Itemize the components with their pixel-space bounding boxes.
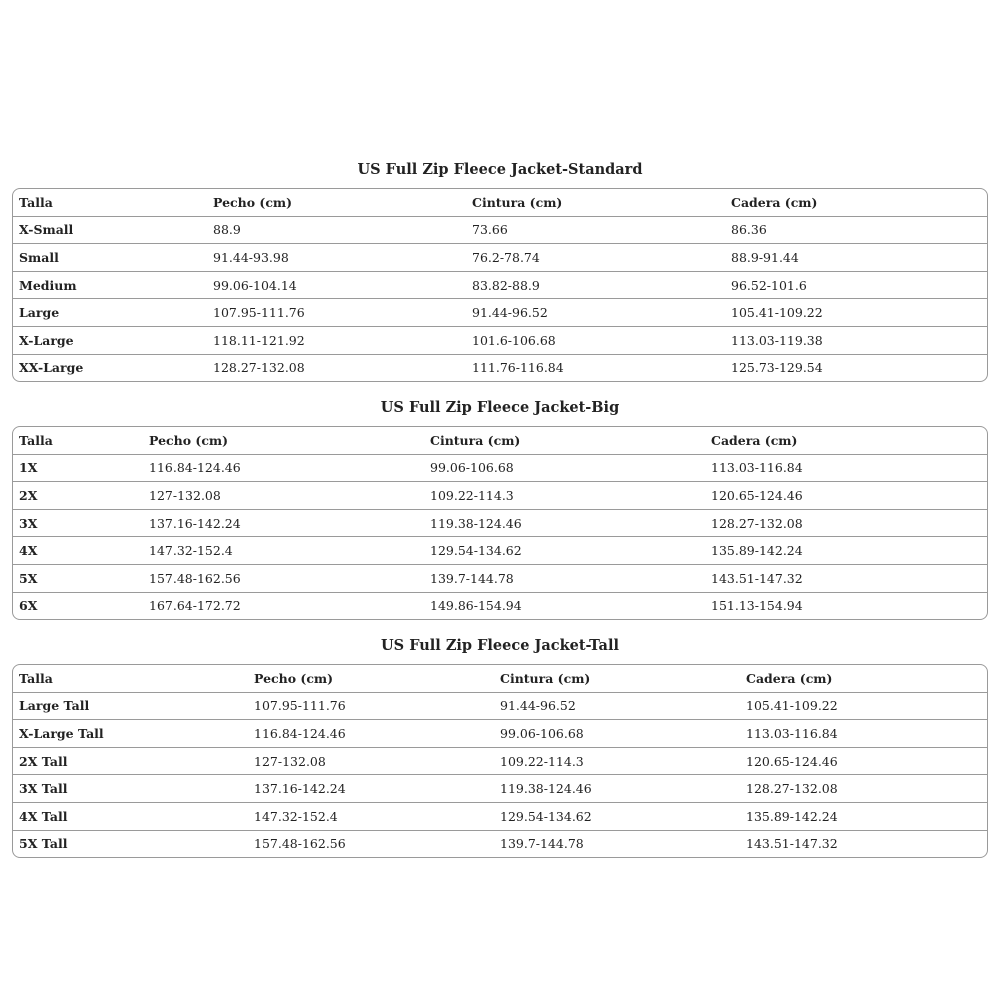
waist-cell: 119.38-124.46 <box>424 509 705 537</box>
size-cell: 6X <box>19 598 38 614</box>
chest-cell: 88.9 <box>207 216 466 244</box>
chest-cell: 147.32-152.4 <box>248 802 494 830</box>
hip-cell: 86.36 <box>725 216 987 244</box>
table-row <box>13 775 987 803</box>
table-title: US Full Zip Fleece Jacket-Tall <box>381 637 619 654</box>
waist-cell: 99.06-106.68 <box>494 720 740 748</box>
waist-cell: 91.44-96.52 <box>466 299 725 327</box>
table-row <box>13 537 987 565</box>
waist-cell: 101.6-106.68 <box>466 326 725 354</box>
header-chest: Pecho (cm) <box>207 189 466 216</box>
table-title: US Full Zip Fleece Jacket-Big <box>380 399 620 416</box>
waist-cell: 119.38-124.46 <box>494 775 740 803</box>
waist-cell: 149.86-154.94 <box>430 598 522 614</box>
hip-cell: 135.89-142.24 <box>705 537 987 565</box>
hip-cell: 105.41-109.22 <box>740 692 987 720</box>
hip-cell: 143.51-147.32 <box>746 836 838 852</box>
header-hip: Cadera (cm) <box>725 189 987 216</box>
header-row <box>13 665 987 692</box>
chest-cell: 107.95-111.76 <box>248 692 494 720</box>
table-row <box>13 509 987 537</box>
size-cell: Large Tall <box>13 692 248 720</box>
chest-cell: 116.84-124.46 <box>143 454 424 482</box>
chest-cell: 147.32-152.4 <box>143 537 424 565</box>
hip-cell: 125.73-129.54 <box>731 360 823 376</box>
table-title: US Full Zip Fleece Jacket-Standard <box>357 161 643 178</box>
size-cell: Small <box>13 244 207 272</box>
waist-cell: 73.66 <box>466 216 725 244</box>
chest-cell: 127-132.08 <box>143 482 424 510</box>
hip-cell: 113.03-116.84 <box>705 454 987 482</box>
header-waist: Cintura (cm) <box>466 189 725 216</box>
hip-cell: 120.65-124.46 <box>740 747 987 775</box>
header-row <box>13 427 987 454</box>
size-table-big <box>12 396 988 620</box>
chest-cell: 127-132.08 <box>248 747 494 775</box>
size-table-tall <box>12 634 988 858</box>
hip-cell: 88.9-91.44 <box>725 244 987 272</box>
size-cell: 5X <box>13 564 143 592</box>
header-hip: Cadera (cm) <box>740 665 987 692</box>
waist-cell: 139.7-144.78 <box>500 836 584 852</box>
hip-cell: 128.27-132.08 <box>740 775 987 803</box>
hip-cell: 128.27-132.08 <box>705 509 987 537</box>
chest-cell: 116.84-124.46 <box>248 720 494 748</box>
size-cell: 3X <box>13 509 143 537</box>
header-hip: Cadera (cm) <box>705 427 987 454</box>
table-frame <box>12 188 988 382</box>
table-row <box>13 216 987 244</box>
size-cell: X-Large Tall <box>13 720 248 748</box>
table-row <box>13 802 987 830</box>
chest-cell: 99.06-104.14 <box>207 271 466 299</box>
size-cell: X-Large <box>13 326 207 354</box>
table-row <box>13 564 987 592</box>
header-chest: Pecho (cm) <box>248 665 494 692</box>
size-cell: XX-Large <box>19 360 84 376</box>
hip-cell: 143.51-147.32 <box>705 564 987 592</box>
size-cell: 4X Tall <box>13 802 248 830</box>
chest-cell: 157.48-162.56 <box>254 836 346 852</box>
table-row <box>13 692 987 720</box>
table-row <box>13 271 987 299</box>
table-frame <box>12 426 988 620</box>
size-table-standard <box>12 158 988 382</box>
chest-cell: 167.64-172.72 <box>149 598 241 614</box>
table-row <box>13 592 987 619</box>
table-row <box>13 747 987 775</box>
waist-cell: 99.06-106.68 <box>424 454 705 482</box>
waist-cell: 111.76-116.84 <box>472 360 564 376</box>
header-waist: Cintura (cm) <box>494 665 740 692</box>
waist-cell: 91.44-96.52 <box>494 692 740 720</box>
size-table <box>13 427 987 619</box>
size-cell: 1X <box>13 454 143 482</box>
chest-cell: 137.16-142.24 <box>143 509 424 537</box>
table-row <box>13 482 987 510</box>
table-row <box>13 354 987 381</box>
header-row <box>13 189 987 216</box>
header-size: Talla <box>13 665 248 692</box>
chest-cell: 118.11-121.92 <box>207 326 466 354</box>
table-frame <box>12 664 988 858</box>
hip-cell: 105.41-109.22 <box>725 299 987 327</box>
waist-cell: 76.2-78.74 <box>466 244 725 272</box>
hip-cell: 151.13-154.94 <box>711 598 803 614</box>
table-row <box>13 830 987 857</box>
hip-cell: 135.89-142.24 <box>740 802 987 830</box>
header-chest: Pecho (cm) <box>143 427 424 454</box>
table-row <box>13 299 987 327</box>
size-cell: 2X Tall <box>13 747 248 775</box>
hip-cell: 120.65-124.46 <box>705 482 987 510</box>
chest-cell: 157.48-162.56 <box>143 564 424 592</box>
hip-cell: 96.52-101.6 <box>725 271 987 299</box>
chest-cell: 137.16-142.24 <box>248 775 494 803</box>
size-cell: X-Small <box>13 216 207 244</box>
waist-cell: 129.54-134.62 <box>494 802 740 830</box>
header-size: Talla <box>13 189 207 216</box>
waist-cell: 109.22-114.3 <box>494 747 740 775</box>
size-table <box>13 665 987 857</box>
header-size: Talla <box>13 427 143 454</box>
waist-cell: 139.7-144.78 <box>424 564 705 592</box>
size-cell: 2X <box>13 482 143 510</box>
chest-cell: 107.95-111.76 <box>207 299 466 327</box>
chest-cell: 128.27-132.08 <box>213 360 305 376</box>
waist-cell: 129.54-134.62 <box>424 537 705 565</box>
table-row <box>13 720 987 748</box>
table-row <box>13 454 987 482</box>
waist-cell: 83.82-88.9 <box>466 271 725 299</box>
size-cell: Large <box>13 299 207 327</box>
header-waist: Cintura (cm) <box>424 427 705 454</box>
chest-cell: 91.44-93.98 <box>207 244 466 272</box>
hip-cell: 113.03-119.38 <box>725 326 987 354</box>
size-cell: 3X Tall <box>13 775 248 803</box>
table-row <box>13 326 987 354</box>
size-cell: 5X Tall <box>19 836 68 852</box>
waist-cell: 109.22-114.3 <box>424 482 705 510</box>
table-row <box>13 244 987 272</box>
size-table <box>13 189 987 381</box>
size-cell: 4X <box>13 537 143 565</box>
size-cell: Medium <box>13 271 207 299</box>
hip-cell: 113.03-116.84 <box>740 720 987 748</box>
